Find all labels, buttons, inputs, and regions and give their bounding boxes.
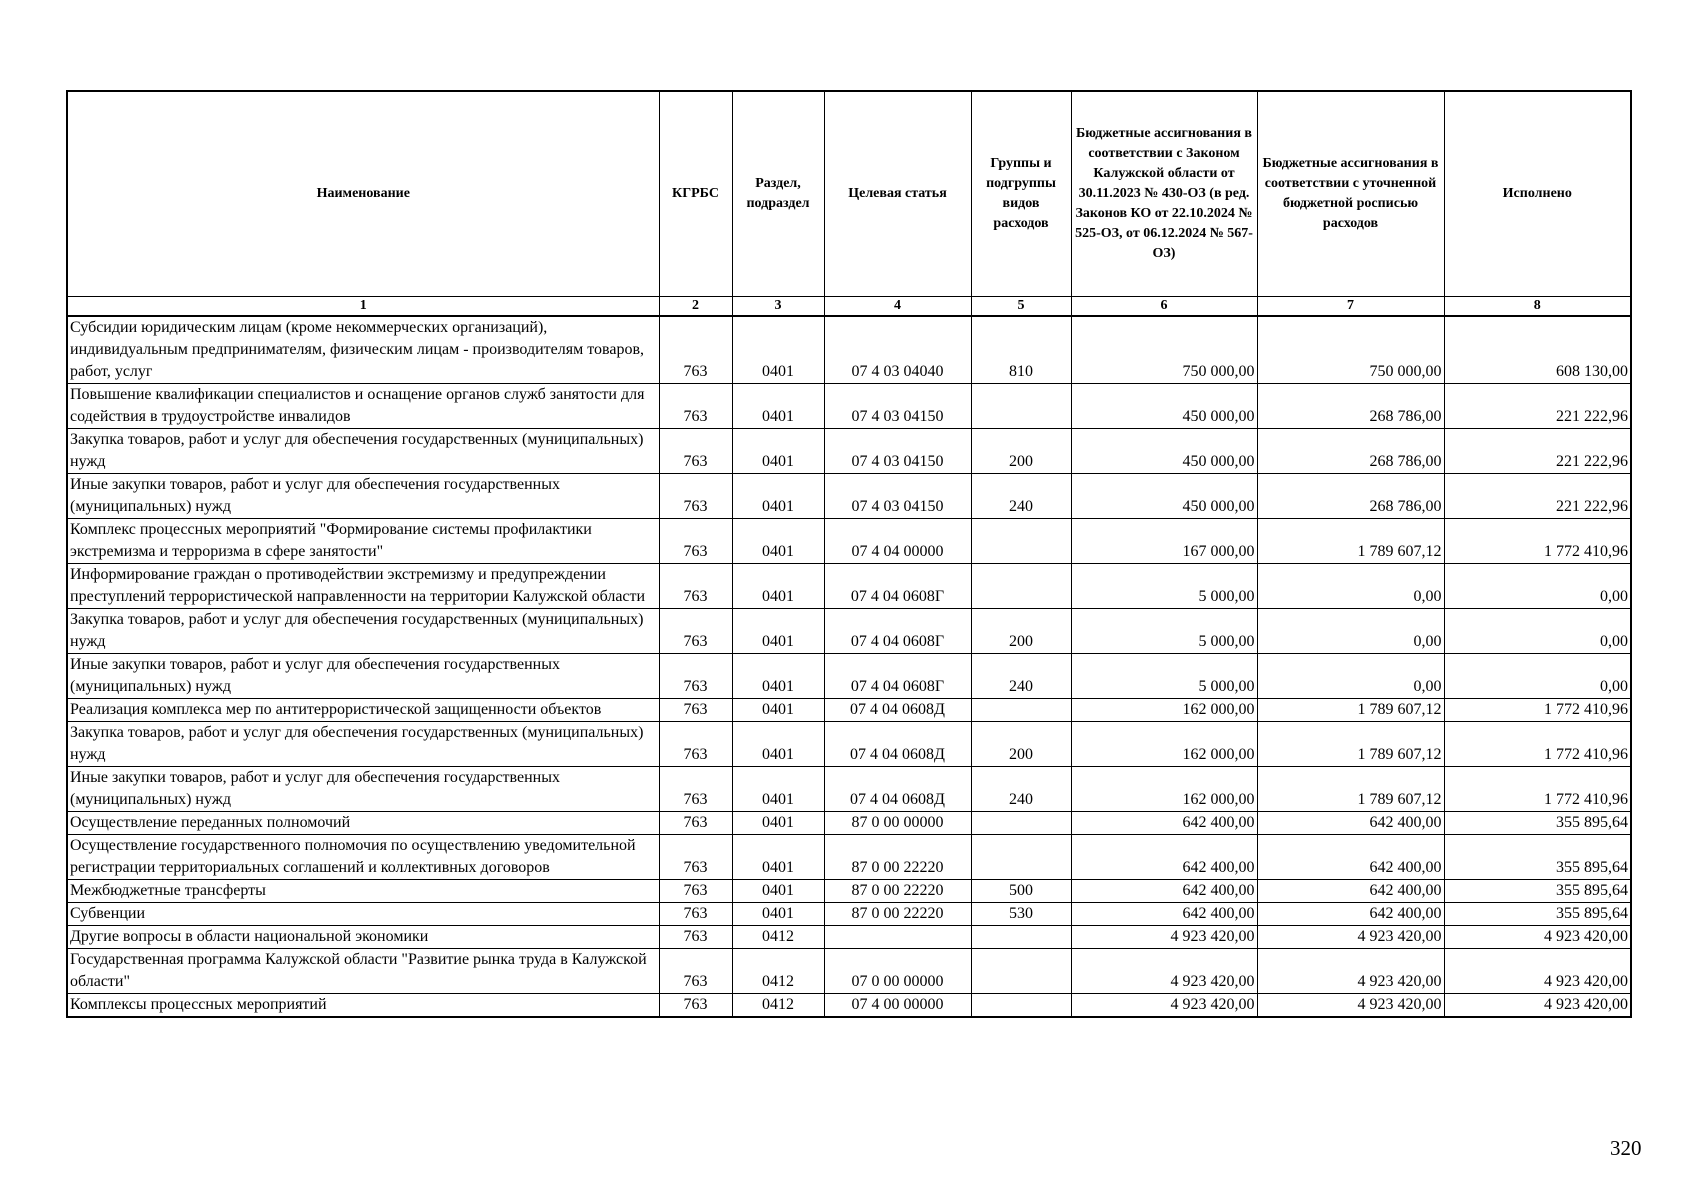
table-row xyxy=(67,316,1631,384)
row-kgrbs: 763 xyxy=(659,880,732,903)
row-article: 07 4 00 00000 xyxy=(824,994,971,1018)
budget-table xyxy=(66,90,1632,1018)
row-refined-amount: 4 923 420,00 xyxy=(1257,949,1444,994)
header-row xyxy=(67,91,1631,297)
row-article: 07 4 03 04150 xyxy=(824,429,971,474)
column-number-row xyxy=(67,297,1631,317)
row-refined-amount: 1 789 607,12 xyxy=(1257,767,1444,812)
row-kgrbs: 763 xyxy=(659,903,732,926)
row-refined-amount: 268 786,00 xyxy=(1257,429,1444,474)
row-executed-amount: 0,00 xyxy=(1444,654,1631,699)
row-section: 0412 xyxy=(732,926,824,949)
row-law-amount: 750 000,00 xyxy=(1071,316,1257,384)
row-section: 0401 xyxy=(732,767,824,812)
row-article: 87 0 00 22220 xyxy=(824,903,971,926)
row-group: 200 xyxy=(971,429,1071,474)
row-group xyxy=(971,835,1071,880)
col-number: 3 xyxy=(732,297,824,317)
row-section: 0401 xyxy=(732,564,824,609)
row-article: 07 4 04 0608Г xyxy=(824,564,971,609)
row-refined-amount: 4 923 420,00 xyxy=(1257,926,1444,949)
row-kgrbs: 763 xyxy=(659,654,732,699)
row-law-amount: 162 000,00 xyxy=(1071,722,1257,767)
col-header-kgrbs: КГРБС xyxy=(659,91,732,297)
row-executed-amount: 0,00 xyxy=(1444,609,1631,654)
table-row xyxy=(67,609,1631,654)
row-section: 0401 xyxy=(732,384,824,429)
row-name: Другие вопросы в области национальной экономики xyxy=(67,926,659,949)
row-section: 0401 xyxy=(732,722,824,767)
row-refined-amount: 0,00 xyxy=(1257,654,1444,699)
row-executed-amount: 1 772 410,96 xyxy=(1444,722,1631,767)
row-executed-amount: 1 772 410,96 xyxy=(1444,519,1631,564)
row-name: Иные закупки товаров, работ и услуг для обеспечения государственных (муниципальных) нужд xyxy=(67,767,659,812)
row-executed-amount: 221 222,96 xyxy=(1444,474,1631,519)
row-refined-amount: 268 786,00 xyxy=(1257,384,1444,429)
row-refined-amount: 0,00 xyxy=(1257,609,1444,654)
row-name: Комплекс процессных мероприятий "Формирование системы профилактики экстремизма и терроризма в сфере занятости" xyxy=(67,519,659,564)
row-executed-amount: 4 923 420,00 xyxy=(1444,926,1631,949)
row-section: 0401 xyxy=(732,654,824,699)
row-executed-amount: 0,00 xyxy=(1444,564,1631,609)
row-article: 07 4 04 0608Г xyxy=(824,654,971,699)
col-header-article: Целевая статья xyxy=(824,91,971,297)
row-refined-amount: 4 923 420,00 xyxy=(1257,994,1444,1018)
row-section: 0401 xyxy=(732,880,824,903)
table-row xyxy=(67,429,1631,474)
row-group xyxy=(971,384,1071,429)
row-executed-amount: 1 772 410,96 xyxy=(1444,699,1631,722)
row-law-amount: 162 000,00 xyxy=(1071,767,1257,812)
row-kgrbs: 763 xyxy=(659,722,732,767)
table-row xyxy=(67,384,1631,429)
col-number: 8 xyxy=(1444,297,1631,317)
row-section: 0401 xyxy=(732,316,824,384)
row-kgrbs: 763 xyxy=(659,835,732,880)
row-group xyxy=(971,519,1071,564)
row-kgrbs: 763 xyxy=(659,994,732,1018)
row-law-amount: 450 000,00 xyxy=(1071,474,1257,519)
table-row xyxy=(67,474,1631,519)
table-row xyxy=(67,949,1631,994)
row-section: 0401 xyxy=(732,812,824,835)
row-executed-amount: 1 772 410,96 xyxy=(1444,767,1631,812)
row-group: 530 xyxy=(971,903,1071,926)
row-group: 240 xyxy=(971,474,1071,519)
row-refined-amount: 642 400,00 xyxy=(1257,880,1444,903)
row-group xyxy=(971,949,1071,994)
row-name: Информирование граждан о противодействии экстремизму и предупреждении преступлений террористической направленности на территории Калужской области xyxy=(67,564,659,609)
row-article: 07 4 03 04150 xyxy=(824,474,971,519)
row-executed-amount: 4 923 420,00 xyxy=(1444,949,1631,994)
row-law-amount: 167 000,00 xyxy=(1071,519,1257,564)
col-number: 2 xyxy=(659,297,732,317)
row-name: Комплексы процессных мероприятий xyxy=(67,994,659,1018)
row-group: 500 xyxy=(971,880,1071,903)
row-name: Осуществление государственного полномочия по осуществлению уведомительной регистрации территориальных соглашений и коллективных договоров xyxy=(67,835,659,880)
row-refined-amount: 750 000,00 xyxy=(1257,316,1444,384)
row-law-amount: 4 923 420,00 xyxy=(1071,949,1257,994)
row-name: Осуществление переданных полномочий xyxy=(67,812,659,835)
row-section: 0401 xyxy=(732,429,824,474)
col-header-refined: Бюджетные ассигнования в соответствии с уточненной бюджетной росписью расходов xyxy=(1257,91,1444,297)
row-article: 87 0 00 22220 xyxy=(824,835,971,880)
row-executed-amount: 608 130,00 xyxy=(1444,316,1631,384)
row-section: 0412 xyxy=(732,949,824,994)
row-name: Повышение квалификации специалистов и оснащение органов служб занятости для содействия в трудоустройстве инвалидов xyxy=(67,384,659,429)
row-refined-amount: 1 789 607,12 xyxy=(1257,699,1444,722)
row-section: 0401 xyxy=(732,699,824,722)
row-group xyxy=(971,699,1071,722)
row-section: 0401 xyxy=(732,835,824,880)
row-executed-amount: 355 895,64 xyxy=(1444,880,1631,903)
row-group: 200 xyxy=(971,609,1071,654)
row-kgrbs: 763 xyxy=(659,384,732,429)
row-law-amount: 450 000,00 xyxy=(1071,384,1257,429)
row-name: Субвенции xyxy=(67,903,659,926)
row-refined-amount: 0,00 xyxy=(1257,564,1444,609)
row-refined-amount: 268 786,00 xyxy=(1257,474,1444,519)
row-group xyxy=(971,564,1071,609)
row-executed-amount: 355 895,64 xyxy=(1444,812,1631,835)
row-group: 810 xyxy=(971,316,1071,384)
row-law-amount: 162 000,00 xyxy=(1071,699,1257,722)
table-row xyxy=(67,564,1631,609)
row-kgrbs: 763 xyxy=(659,926,732,949)
row-article: 87 0 00 22220 xyxy=(824,880,971,903)
row-section: 0401 xyxy=(732,474,824,519)
table-row xyxy=(67,903,1631,926)
row-article: 07 4 03 04040 xyxy=(824,316,971,384)
row-law-amount: 5 000,00 xyxy=(1071,654,1257,699)
page-number: 320 xyxy=(1610,1136,1642,1160)
row-kgrbs: 763 xyxy=(659,699,732,722)
row-article: 07 4 04 0608Д xyxy=(824,699,971,722)
row-law-amount: 642 400,00 xyxy=(1071,835,1257,880)
row-law-amount: 4 923 420,00 xyxy=(1071,926,1257,949)
table-row xyxy=(67,722,1631,767)
row-article: 07 0 00 00000 xyxy=(824,949,971,994)
col-header-section: Раздел, подраздел xyxy=(732,91,824,297)
row-name: Реализация комплекса мер по антитеррористической защищенности объектов xyxy=(67,699,659,722)
row-executed-amount: 355 895,64 xyxy=(1444,835,1631,880)
row-group xyxy=(971,926,1071,949)
row-kgrbs: 763 xyxy=(659,812,732,835)
row-refined-amount: 642 400,00 xyxy=(1257,812,1444,835)
row-executed-amount: 355 895,64 xyxy=(1444,903,1631,926)
col-number: 5 xyxy=(971,297,1071,317)
col-number: 6 xyxy=(1071,297,1257,317)
row-law-amount: 642 400,00 xyxy=(1071,880,1257,903)
row-article: 07 4 04 00000 xyxy=(824,519,971,564)
row-article: 07 4 03 04150 xyxy=(824,384,971,429)
row-kgrbs: 763 xyxy=(659,609,732,654)
row-group xyxy=(971,812,1071,835)
row-article: 07 4 04 0608Д xyxy=(824,722,971,767)
row-name: Иные закупки товаров, работ и услуг для обеспечения государственных (муниципальных) нужд xyxy=(67,654,659,699)
row-law-amount: 642 400,00 xyxy=(1071,812,1257,835)
row-refined-amount: 1 789 607,12 xyxy=(1257,519,1444,564)
row-kgrbs: 763 xyxy=(659,519,732,564)
col-header-name: Наименование xyxy=(67,91,659,297)
row-law-amount: 5 000,00 xyxy=(1071,564,1257,609)
row-executed-amount: 221 222,96 xyxy=(1444,384,1631,429)
row-group: 240 xyxy=(971,767,1071,812)
row-law-amount: 450 000,00 xyxy=(1071,429,1257,474)
table-body xyxy=(67,316,1631,1017)
row-name: Закупка товаров, работ и услуг для обеспечения государственных (муниципальных) нужд xyxy=(67,429,659,474)
table-row xyxy=(67,812,1631,835)
col-number: 7 xyxy=(1257,297,1444,317)
row-kgrbs: 763 xyxy=(659,767,732,812)
row-refined-amount: 642 400,00 xyxy=(1257,903,1444,926)
row-law-amount: 642 400,00 xyxy=(1071,903,1257,926)
row-kgrbs: 763 xyxy=(659,564,732,609)
row-article xyxy=(824,926,971,949)
row-name: Межбюджетные трансферты xyxy=(67,880,659,903)
row-name: Субсидии юридическим лицам (кроме некоммерческих организаций), индивидуальным предпринимателям, физическим лицам - производителям товаров, работ, услуг xyxy=(67,316,659,384)
row-executed-amount: 221 222,96 xyxy=(1444,429,1631,474)
table-row xyxy=(67,994,1631,1018)
row-section: 0401 xyxy=(732,903,824,926)
row-refined-amount: 1 789 607,12 xyxy=(1257,722,1444,767)
row-kgrbs: 763 xyxy=(659,474,732,519)
row-section: 0412 xyxy=(732,994,824,1018)
table-row xyxy=(67,767,1631,812)
col-number: 4 xyxy=(824,297,971,317)
col-header-law: Бюджетные ассигнования в соответствии с Законом Калужской области от 30.11.2023 № 430-ОЗ (в ред. Законов КО от 22.10.2024 № 525-ОЗ, от 06.12.2024 № 567-ОЗ) xyxy=(1071,91,1257,297)
row-section: 0401 xyxy=(732,519,824,564)
row-kgrbs: 763 xyxy=(659,316,732,384)
col-number: 1 xyxy=(67,297,659,317)
row-article: 07 4 04 0608Д xyxy=(824,767,971,812)
row-executed-amount: 4 923 420,00 xyxy=(1444,994,1631,1018)
row-name: Иные закупки товаров, работ и услуг для обеспечения государственных (муниципальных) нужд xyxy=(67,474,659,519)
table-row xyxy=(67,519,1631,564)
table-row xyxy=(67,926,1631,949)
row-kgrbs: 763 xyxy=(659,429,732,474)
row-name: Закупка товаров, работ и услуг для обеспечения государственных (муниципальных) нужд xyxy=(67,722,659,767)
row-law-amount: 4 923 420,00 xyxy=(1071,994,1257,1018)
budget-document xyxy=(66,90,1632,1018)
row-kgrbs: 763 xyxy=(659,949,732,994)
table-row xyxy=(67,880,1631,903)
row-article: 07 4 04 0608Г xyxy=(824,609,971,654)
row-law-amount: 5 000,00 xyxy=(1071,609,1257,654)
row-group: 240 xyxy=(971,654,1071,699)
row-section: 0401 xyxy=(732,609,824,654)
table-row xyxy=(67,699,1631,722)
col-header-executed: Исполнено xyxy=(1444,91,1631,297)
row-name: Государственная программа Калужской области "Развитие рынка труда в Калужской области" xyxy=(67,949,659,994)
col-header-group: Группы и подгруппы видов расходов xyxy=(971,91,1071,297)
table-row xyxy=(67,654,1631,699)
row-group: 200 xyxy=(971,722,1071,767)
row-refined-amount: 642 400,00 xyxy=(1257,835,1444,880)
row-group xyxy=(971,994,1071,1018)
row-article: 87 0 00 00000 xyxy=(824,812,971,835)
table-row xyxy=(67,835,1631,880)
row-name: Закупка товаров, работ и услуг для обеспечения государственных (муниципальных) нужд xyxy=(67,609,659,654)
